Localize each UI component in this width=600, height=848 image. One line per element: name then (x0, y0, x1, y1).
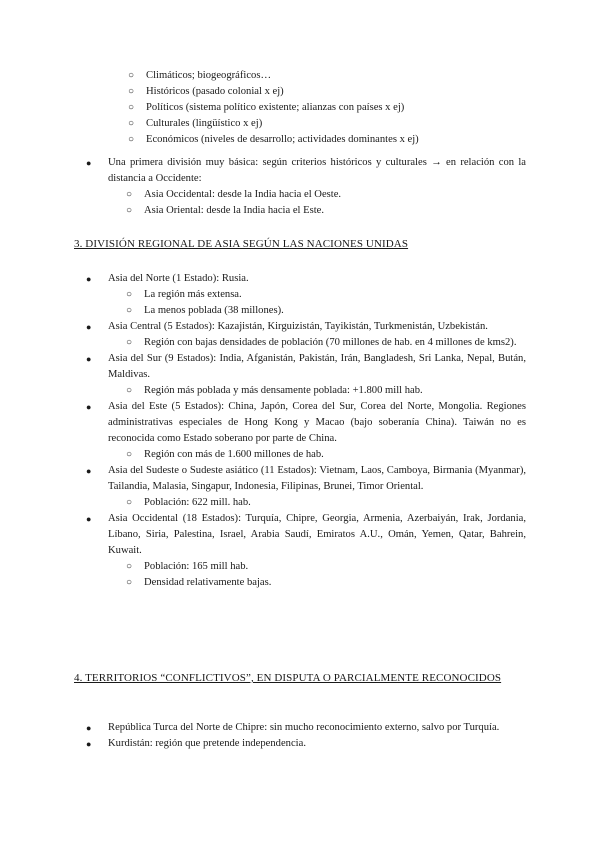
list-item: ● Kurdistán: región que pretende independencia. (108, 736, 526, 752)
list-item: ○ Económicos (niveles de desarrollo; actividades dominantes x ej) (146, 132, 546, 148)
top-bullet-list (86, 155, 526, 219)
circle-bullet-icon: ○ (126, 497, 133, 508)
bullet-icon: ● (86, 723, 92, 733)
circle-bullet-icon: ○ (126, 385, 133, 396)
circle-bullet-icon: ○ (126, 337, 133, 348)
list-item: ● Asia del Sudeste o Sudeste asiático (11 Estados): Vietnam, Laos, Camboya, Birmania (Myanmar), Tailandia, Malasia, Singapur, Indonesia, Filipinas, Brunei, Timor Oriental. (86, 465, 526, 492)
circle-bullet-icon: ○ (128, 134, 135, 145)
circle-bullet-icon: ○ (126, 449, 133, 460)
section-3-list (86, 271, 526, 591)
section-3-heading-wrap (74, 236, 526, 252)
circle-bullet-icon: ○ (128, 70, 135, 81)
list-item: ● Asia Central (5 Estados): Kazajistán, Kirguizistán, Tayikistán, Turkmenistán, Uzbekistán. (108, 319, 526, 335)
circle-bullet-icon: ○ (128, 86, 135, 97)
section-heading: 3. DIVISIÓN REGIONAL DE ASIA SEGÚN LAS NACIONES UNIDAS (74, 238, 409, 250)
list-item: ● Asia Occidental (18 Estados): Turquía, Chipre, Georgia, Armenia, Azerbaiyán, Irak, Jordania, Líbano, Siria, Palestina, Israel, Arabia Saudí, Emiratos A.U., Omán, Yemen, Qatar, Bahrein, Kuwait. (86, 513, 526, 556)
list-item: ● Una primera división muy básica: según criterios históricos y culturales → en relación con la distancia a Occidente: (86, 157, 526, 184)
circle-bullet-icon: ○ (126, 577, 133, 588)
bullet-icon: ● (86, 466, 92, 476)
list-item: ○ Asia Oriental: desde la India hacia el Este. (144, 203, 526, 219)
circle-bullet-icon: ○ (126, 561, 133, 572)
circle-bullet-icon: ○ (128, 102, 135, 113)
bullet-icon: ● (86, 322, 92, 332)
bullet-icon: ● (86, 354, 92, 364)
list-item: ● Asia del Sur (9 Estados): India, Afganistán, Pakistán, Irán, Bangladesh, Sri Lanka, Nepal, Bután, Maldivas. (86, 353, 526, 380)
bullet-icon: ● (86, 739, 92, 749)
list-item: ● Asia del Norte (1 Estado): Rusia. (108, 271, 526, 287)
bullet-icon: ● (86, 514, 92, 524)
bullet-icon: ● (86, 274, 92, 284)
list-item: ○ Culturales (lingüístico x ej) (146, 116, 546, 132)
section-heading: 4. TERRITORIOS “CONFLICTIVOS”, EN DISPUTA O PARCIALMENTE RECONOCIDOS (74, 672, 502, 684)
list-item: ○ Población: 165 mill hab. (144, 559, 526, 575)
list-item: ○ Climáticos; biogeográficos… (146, 68, 546, 84)
section-4-list (86, 720, 526, 752)
circle-bullet-icon: ○ (128, 118, 135, 129)
top-sublist (128, 68, 546, 148)
list-item: ○ Región más poblada y más densamente poblada: +1.800 mill hab. (144, 383, 526, 399)
list-item: ● República Turca del Norte de Chipre: sin mucho reconocimiento externo, salvo por Turquía. (108, 720, 526, 736)
bullet-icon: ● (86, 402, 92, 412)
circle-bullet-icon: ○ (126, 189, 133, 200)
circle-bullet-icon: ○ (126, 305, 133, 316)
bullet-icon: ● (86, 158, 92, 168)
list-item: ● Asia del Este (5 Estados): China, Japón, Corea del Sur, Corea del Norte, Mongolia. Regiones administrativas especiales de Hong Kong y Macao (bajo soberanía China). Taiwán no es reconocida como Estado soberano por parte de China. (86, 401, 526, 444)
list-item: ○ Históricos (pasado colonial x ej) (146, 84, 546, 100)
list-item: ○ La menos poblada (38 millones). (144, 303, 526, 319)
list-item: ○ La región más extensa. (144, 287, 526, 303)
list-item: ○ Asia Occidental: desde la India hacia el Oeste. (144, 187, 526, 203)
list-item: ○ Políticos (sistema político existente; alianzas con países x ej) (146, 100, 546, 116)
list-item: ○ Región con más de 1.600 millones de hab. (144, 447, 526, 463)
list-item: ○ Población: 622 mill. hab. (144, 495, 526, 511)
section-4-heading-wrap (74, 670, 526, 686)
list-item: ○ Densidad relativamente bajas. (144, 575, 526, 591)
list-item: ○ Región con bajas densidades de población (70 millones de hab. en 4 millones de kms2). (144, 335, 526, 351)
circle-bullet-icon: ○ (126, 289, 133, 300)
circle-bullet-icon: ○ (126, 205, 133, 216)
